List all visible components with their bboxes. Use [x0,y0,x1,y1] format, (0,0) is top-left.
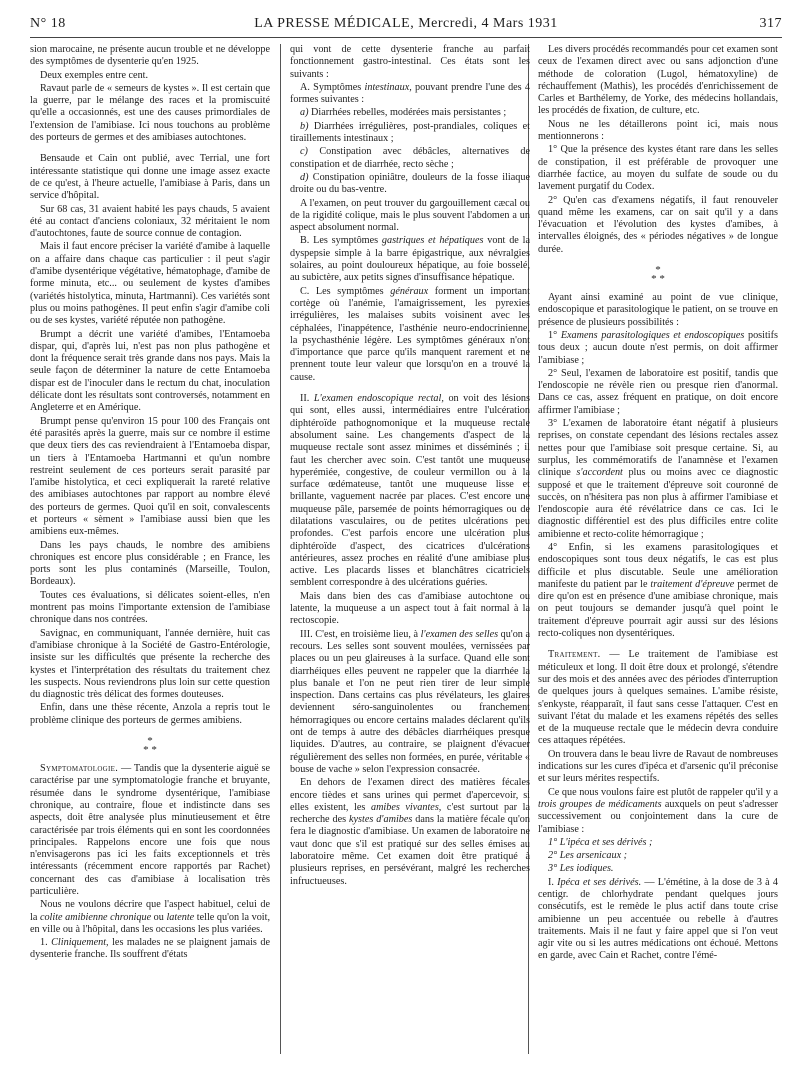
paragraph: Ravaut parle de « semeurs de kystes ». Il est certain que la guerre, par le mélange des races et la promiscuité qu'elle a occasionnés, est une des causes primordiales de l'extension de l'amibiase. Ici nous touchons au problème des porteurs de germes et des amibiases autochtones. [30,82,270,144]
list-item: b) Diarrhées irrégulières, post-prandiales, coliques et tiraillements intestinaux ; [290,120,530,145]
paragraph: Brumpt a décrit une variété d'amibes, l'Entamoeba dispar, qui, d'après lui, n'est pas non plus pathogène et dont la fréquence serait très grande dans nos pays. Mais la seule façon de déterminer la nature de cette Entamoeba dispar est de l'inoculer dans le rectum du chat, inoculation délicate dont les résultats sont controversés, notamment en Angleterre et en Amérique. [30,328,270,414]
paragraph: 1. Cliniquement, les malades ne se plaignent jamais de dysenterie franche. Ils souffrent d'états [30,937,270,961]
column-left [30,44,270,1054]
paragraph: Deux exemples entre cent. [40,69,149,81]
paragraph: Nous ne les détaillerons point ici, mais nous mentionnerons : [538,118,778,143]
column-right [538,44,778,1054]
list-item: d) Constipation opiniâtre, douleurs de la fosse iliaque droite ou du bas-ventre. [290,171,530,196]
list-item: 3° Les iodiques. [548,863,614,875]
paragraph: Ce que nous voulons faire est plutôt de rappeler qu'il y a trois groupes de médicaments auxquels on peut s'adresser successivement ou conjointement dans la cure de l'amibiase : [538,786,778,835]
paragraph: 1° Examens parasitologiques et endoscopiques positifs tous deux ; aucun doute n'est permis, on doit affirmer l'amibiase ; [538,329,778,366]
list-item: 2° Les arsenicaux ; [548,850,628,862]
list-item: 1° L'ipéca et ses dérivés ; [548,836,653,848]
paragraph: A l'examen, on peut trouver du gargouillement cæcal ou de la rigidité colique, mais le plus souvent l'abdomen a un aspect absolument normal. [290,197,530,234]
section-separator: * * * [651,264,665,286]
paragraph: On trouvera dans le beau livre de Ravaut de nombreuses indications sur les cures d'ipéca et d'arsenic qu'il préconise et sur leurs mérites respectifs. [538,748,778,785]
paragraph: En dehors de l'examen direct des matières fécales encore tièdes et sans urines qui permet d'apercevoir, si elles existent, les amibes vivantes, c'est surtout par la recherche des kystes d'amibes dans la matière fécale qu'on fera le diagnostic d'amibiase. Un examen de laboratoire ne vaut donc que s'il est pratiqué sur des selles émises au laboratoire même. Cet examen doit être pratiqué à plusieurs reprises, en persévérant, malgré les recherches infructueuses. [290,777,530,887]
paragraph: 3° L'examen de laboratoire étant négatif à plusieurs reprises, on constate cependant des lésions rectales assez nettes pour que l'amibiase soit presque certaine. Si, au surplus, les commémoratifs de l'anamnèse et l'examen clinique s'accordent plus ou moins avec ce diagnostic supposé et que le traitement d'épreuve soit couronné de succès, on n'hésitera pas non plus à affirmer l'amibiase et l'endoscopie aura été révélatrice dans ce cas. Ici le diagnostic différentiel est des plus difficiles entre colite amibienne et recto-colite hémorragique ; [538,418,778,540]
paragraph: Mais il faut encore préciser la variété d'amibe à laquelle on a affaire dans chaque cas particulier : il peut s'agir d'amibe dysentérique végétative, hématophage, d'amibe de forme minuta, etc... ou seulement de kystes d'amibes (variétés histolytica, minuta, Hartmanni). Ces variétés sont plus ou moins pathogènes. Il peut enfin s'agir d'amibe coli ou de ses kystes, variété réputée non pathogène. [30,241,270,327]
paragraph: Sur 68 cas, 31 avaient habité les pays chauds, 5 avaient été au contact d'anciens coloniaux, 32 méritaient le nom d'autochtones, faute de source connue de contagion. [30,203,270,240]
paragraph: Mais dans bien des cas d'amibiase autochtone ou latente, la muqueuse a un aspect tout à fait normal à la rectoscopie. [290,590,530,627]
column-divider [280,44,281,1054]
list-item: a) Diarrhées rebelles, modérées mais persistantes ; [300,107,507,119]
paragraph: Dans les pays chauds, le nombre des amibiens chroniques est encore plus considérable ; en France, les ports sont les plus contaminés (Marseille, Toulon, Bordeaux). [30,539,270,588]
paragraph: 1° Que la présence des kystes étant rare dans les selles de constipation, il est préférable de provoquer une diarrhée factice, au moyen du sulfate de soude ou du lavement purgatif du Codex. [538,144,778,193]
issue-number: N° 18 [30,16,66,31]
paragraph: B. Les symptômes gastriques et hépatiques vont de la dyspepsie simple à la barre épigastrique, aux névralgies solaires, au point douloureux hépatique, au foie bosselé, au subictère, aux petits signes d'insuffisance hépatique. [290,235,530,284]
section-heading: Traitement. [548,649,601,661]
paragraph: Brumpt pense qu'environ 15 pour 100 des Français ont été parasités après la guerre, mais sur ce nombre il estime que deux tiers des cas reviendraient à l'Entamoeba dispar, un tiers à l'Entamoeba Hartmanni et qu'un nombre restreint seulement de ces porteurs serait parasité par l'amibe histolytica, et ceci expliquerait la rareté relative des amibiases autochtones par rapport au nombre élevé des porteurs de germes. Quoi qu'il en soit, convalescents et porteurs « sèment » l'amibiase aussi bien que les amibiens eux-mêmes. [30,415,270,538]
journal-title: LA PRESSE MÉDICALE, Mercredi, 4 Mars 1931 [254,16,558,31]
column-middle [290,44,530,1054]
list-item: c) Constipation avec débâcles, alternatives de constipation et de diarrhée, recto sèche ; [290,146,530,170]
section-separator: * * * [143,735,157,757]
paragraph: Nous ne voulons décrire que l'aspect habituel, celui de la colite amibienne chronique ou latente telle qu'on la voit, en ville ou à l'hôpital, dans les occasions les plus variées. [30,899,270,935]
paragraph: III. C'est, en troisième lieu, à l'examen des selles qu'on a recours. Les selles sont souvent moulées, vernissées par places ou un peu glaireuses à la surface. Quand elle sont diarrhéiques elles peuvent ne rappeler que la diarrhée la plus banale et l'on ne peut rien tirer de leur simple inspection. Dans certains cas plus révélateurs, les glaires deviennent séro-sanguinolentes ou franchement hémorragiques ou encore certains malades déclarent qu'ils ont de temps à autre des débâcles diarrhéiques presque liquides. D'autres, au contraire, se plaignent d'évacuer régulièrement des selles non formées, en purée, véritable « bouse de vache » selon l'expression consacrée. [290,628,530,775]
paragraph-traitement: Traitement. — Le traitement de l'amibiase est méticuleux et long. Il doit être doux et prolongé, s'étendre sur des mois et des années avec des périodes d'interruption de quelques jours à quelques semaines. L'amibe résiste, s'enkyste, réapparaît, il faut sans cesse l'attaquer. C'est en suivant l'état du malade et les examens répétés des selles et de la muqueuse rectale que le médecin devra conduire ces attaques répétées. [538,649,778,747]
header-rule [30,37,782,38]
paragraph: 2° Qu'en cas d'examens négatifs, il faut renouveler quand même les examens, car on sait qu'il y a dans l'évacuation et l'évolution des kystes d'amibes, à intervalles éloignés, des « périodes négatives » de longue durée. [538,194,778,255]
paragraph: I. Ipéca et ses dérivés. — L'émétine, à la dose de 3 à 4 centigr. de chlorhydrate pendant quelques jours consécutifs, est le remède le plus actif dans toute crise amibienne un peu accentuée ou rebelle à d'autres traitements. Mais il ne faut y faire appel que si l'on veut agir vite ou si les autres médications ont échoué. Mettons en garde, avec Cain et Rachet, contre l'émé- [538,876,778,962]
paragraph: Bensaude et Cain ont publié, avec Terrial, une fort intéressante statistique qui donne une image assez exacte de ce qu'est, à l'heure actuelle, l'amibiase à Paris, dans un service d'hôpital. [30,153,270,202]
page-header [30,14,782,36]
paragraph: II. L'examen endoscopique rectal, on voit des lésions qui sont, elles aussi, intermédiaires entre l'ulcération diphtéroïde pathognomonique et la muqueuse rectale absolument saine. Les changements d'aspect de la muqueuse rectale sont assez minimes et disséminés ; il faut les chercher avec soin. C'est tantôt une muqueuse hyperémiée, congestive, de couleur vermillon ou à la surface œdémateuse, tantôt une muqueuse lisse et brillante, vaguement nacrée par places. C'est encore une muqueuse pâle, parsemée de points hémorragiques ou de dilatations vasculaires, ou de petites ulcérations peu profondes. C'est parfois encore une ulcération plus diphtéroïde d'aspect, des cicatrices d'ulcérations antérieures, assez proches en réalité d'une amibiase plus active. Les placards lisses et blanchâtres cicatriciels semblent correspondre à des ulcérations guéries. [290,393,530,589]
paragraph: C. Les symptômes généraux forment un important cortège où l'anémie, l'amaigrissement, les pyrexies irrégulières, les malaises subits voisinent avec les céphalées, l'inappétence, l'asthénie neuro-endocrinienne, la psychasthénie légère. Les symptômes généraux n'ont d'importance que parce qu'ils manquent rarement et ne prennent toute leur valeur que lorsqu'on en a trouvé la cause. [290,285,530,383]
paragraph: 4° Enfin, si les examens parasitologiques et endoscopiques sont tous deux négatifs, le cas est plus difficile et plus discutable. Seule une amélioration manifeste du patient par le traitement d'épreuve permet de dire qu'on est en présence d'une amibiase chronique, mais on peut toujours se demander jusqu'à quel point le traitement d'épreuve pourrait agir aussi sur des lésions recto-coliques non dysentériques. [538,541,778,640]
paragraph: Enfin, dans une thèse récente, Anzola a repris tout le problème clinique des porteurs de germes amibiens. [30,702,270,726]
paragraph: A. Symptômes intestinaux, pouvant prendre l'une des 4 formes suivantes : [290,81,530,106]
paragraph: Toutes ces évaluations, si délicates soient-elles, n'en montrent pas moins l'importante extension de l'amibiase chronique dans nos contrées. [30,589,270,626]
paragraph: qui vont de cette dysenterie franche au parfait fonctionnement gastro-intestinal. Ces états sont les suivants : [290,44,530,80]
page-number: 317 [759,16,782,31]
paragraph: Les divers procédés recommandés pour cet examen sont ceux de l'examen direct avec ou sans adjonction d'une méthode de coloration (Lugol, hématoxyline) de réchauffement (Mathis), les procédés d'enrichissement de Carles et Barthélemy, de Yorke, des médecins hollandais, les procédés de fixation, de culture, etc. [538,44,778,117]
paragraph: Savignac, en communiquant, l'année dernière, huit cas d'amibiase chronique à la Société de Gastro-Entérologie, insiste sur les difficultés que présente la recherche des kystes et l'interprétation des résultats du traitement chez les suspects. Nous reviendrons plus loin sur cette question du diagnostic très délicat des formes douteuses. [30,627,270,701]
paragraph: Ayant ainsi examiné au point de vue clinique, endoscopique et parasitologique le patient, on se trouve en présence de plusieurs possibilités : [538,292,778,328]
section-heading: Symptomatologie. [40,763,119,775]
paragraph: sion marocaine, ne présente aucun trouble et ne développe des symptômes de dysenterie qu'en 1925. [30,44,270,68]
paragraph-symptomatologie: Symptomatologie. — Tandis que la dysenterie aiguë se caractérise par une symptomatologie franche et bruyante, résumée dans le syndrome dysentérique, l'amibiase chronique, au contraire, floue et indistincte dans ses aspects, doit être analysée plus minutieusement et être caractérisée par trois éléments qui en sont les coordonnées principales. Rappelons encore une fois que nous n'envisagerons pas ici les faits exceptionnels et très intéressants (récemment encore rapportés par Rachet) concernant des cas d'amibiase à localisation très particulière. [30,763,270,897]
paragraph: 2° Seul, l'examen de laboratoire est positif, tandis que l'endoscopie ne révèle rien ou presque rien d'anormal. Dans ce cas, assez fréquent en pratique, on doit encore affirmer l'amibiase ; [538,367,778,416]
